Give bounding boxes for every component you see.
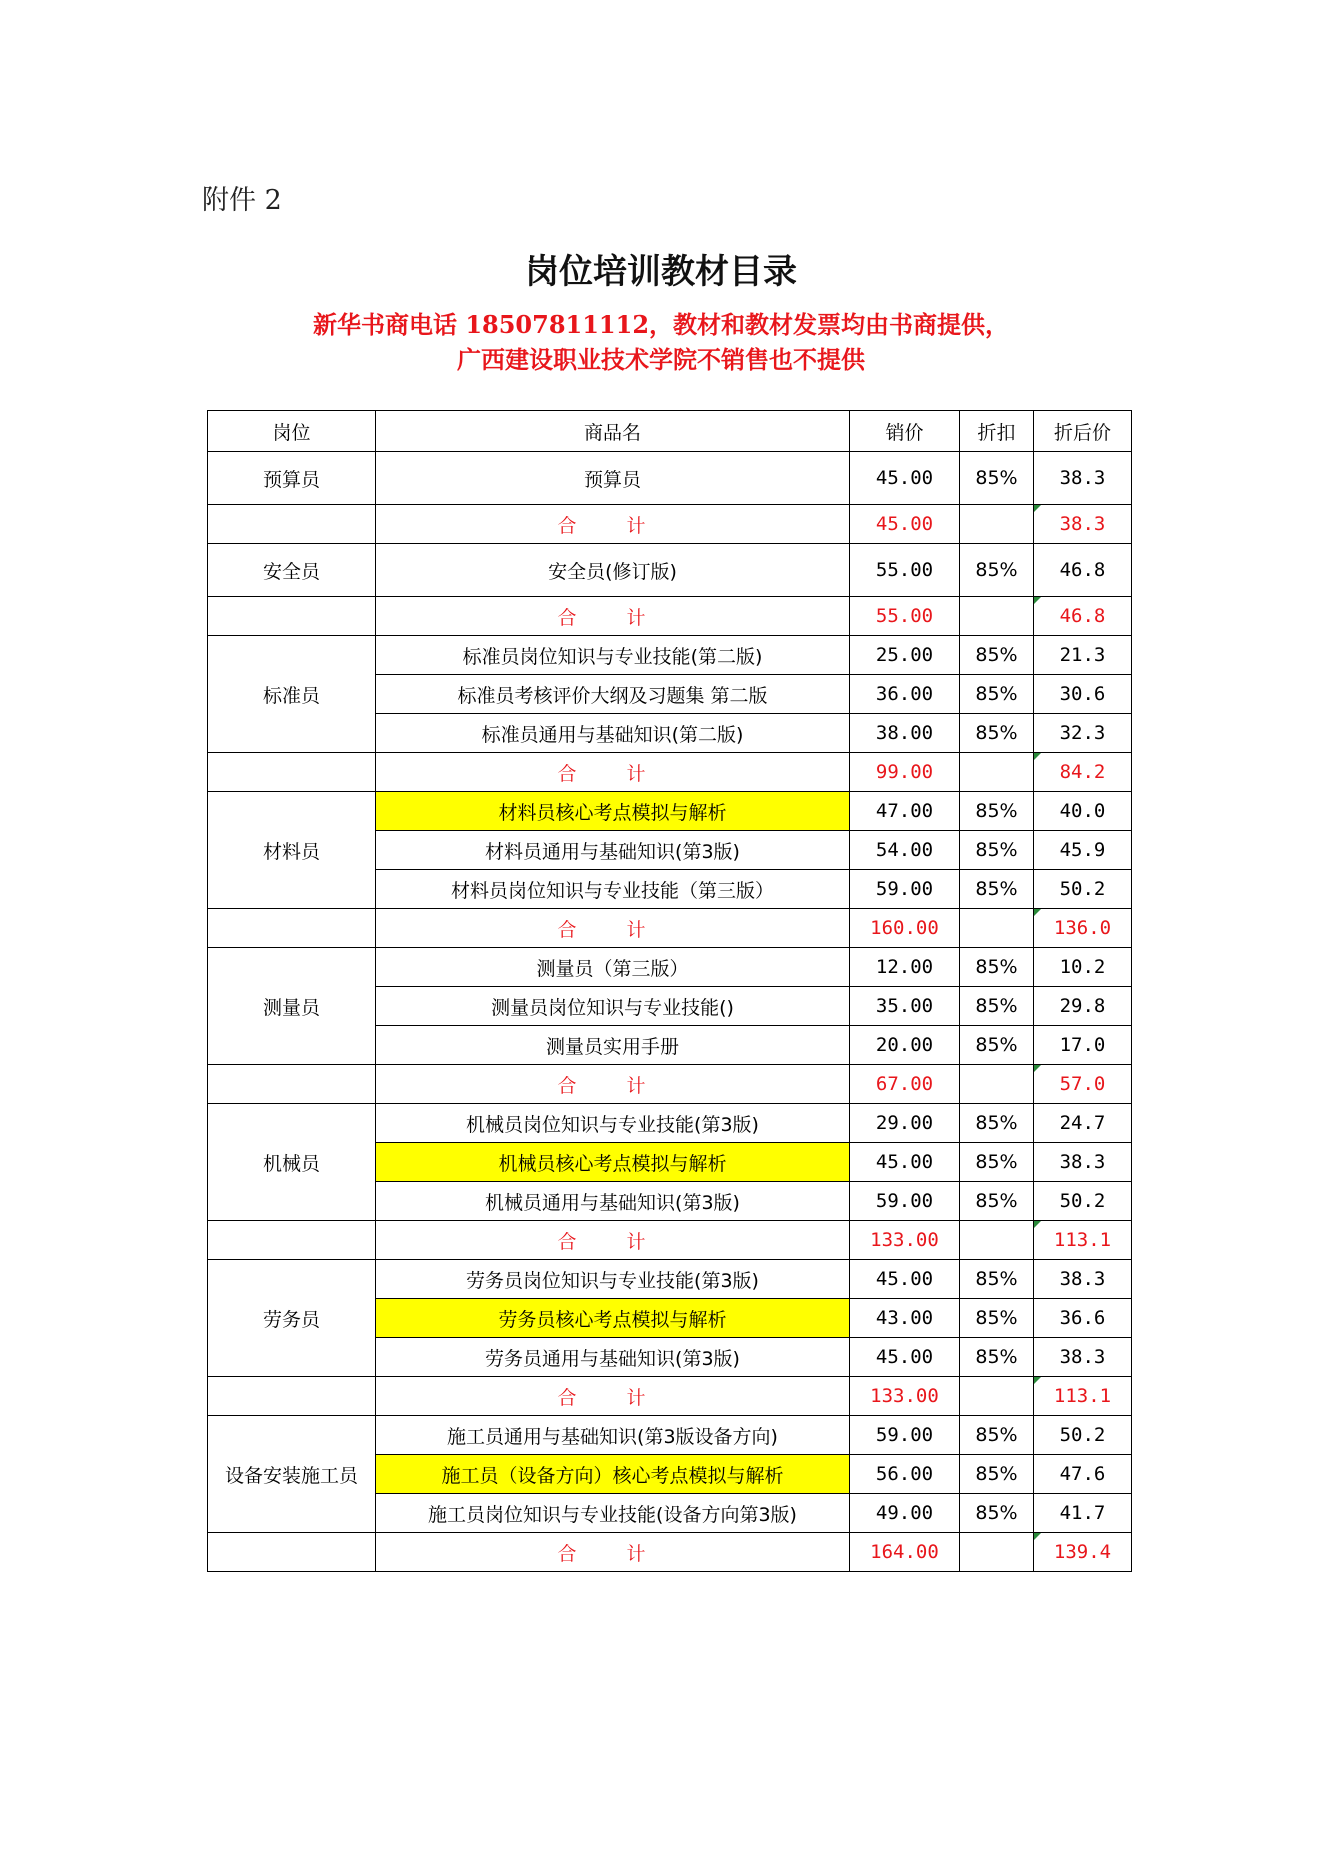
subtotal-net-price: 113.1 <box>1034 1221 1132 1260</box>
price-cell: 59.00 <box>850 1416 960 1455</box>
subtotal-label: 合 计 <box>376 1533 850 1572</box>
discount-cell: 85% <box>960 714 1034 753</box>
product-name-cell: 劳务员核心考点模拟与解析 <box>376 1299 850 1338</box>
product-name-cell: 施工员岗位知识与专业技能(设备方向第3版) <box>376 1494 850 1533</box>
net-price-cell: 40.0 <box>1034 792 1132 831</box>
discount-cell: 85% <box>960 870 1034 909</box>
discount-cell: 85% <box>960 1455 1034 1494</box>
subtotal-row <box>208 1533 1132 1572</box>
position-cell: 测量员 <box>208 948 376 1065</box>
discount-cell: 85% <box>960 452 1034 505</box>
subtotal-label: 合 计 <box>376 597 850 636</box>
net-price-cell: 46.8 <box>1034 544 1132 597</box>
product-name-cell: 安全员(修订版) <box>376 544 850 597</box>
notice-line-2: 广西建设职业技术学院不销售也不提供 <box>457 345 865 374</box>
price-cell: 45.00 <box>850 1260 960 1299</box>
subtotal-label: 合 计 <box>376 909 850 948</box>
product-name-cell: 劳务员岗位知识与专业技能(第3版) <box>376 1260 850 1299</box>
subtotal-label: 合 计 <box>376 1065 850 1104</box>
subtotal-net-price: 113.1 <box>1034 1377 1132 1416</box>
subtotal-blank-cell <box>208 1377 376 1416</box>
price-cell: 43.00 <box>850 1299 960 1338</box>
subtotal-discount-cell <box>960 1533 1034 1572</box>
product-name-cell: 机械员核心考点模拟与解析 <box>376 1143 850 1182</box>
subtotal-price: 99.00 <box>850 753 960 792</box>
discount-cell: 85% <box>960 675 1034 714</box>
discount-cell: 85% <box>960 987 1034 1026</box>
price-cell: 12.00 <box>850 948 960 987</box>
subtotal-blank-cell <box>208 753 376 792</box>
subtotal-blank-cell <box>208 909 376 948</box>
subtotal-row <box>208 1221 1132 1260</box>
net-price-cell: 38.3 <box>1034 452 1132 505</box>
price-cell: 47.00 <box>850 792 960 831</box>
discount-cell: 85% <box>960 1104 1034 1143</box>
discount-cell: 85% <box>960 1026 1034 1065</box>
notice-line-1: 新华书商电话 18507811112，教材和教材发票均由书商提供， <box>312 310 1010 339</box>
table-row <box>208 636 1132 675</box>
attachment-label: 附件 2 <box>202 185 282 216</box>
price-cell: 45.00 <box>850 452 960 505</box>
subtotal-row <box>208 597 1132 636</box>
net-price-cell: 50.2 <box>1034 870 1132 909</box>
net-price-cell: 17.0 <box>1034 1026 1132 1065</box>
product-name-cell: 施工员通用与基础知识(第3版设备方向) <box>376 1416 850 1455</box>
price-cell: 20.00 <box>850 1026 960 1065</box>
net-price-cell: 47.6 <box>1034 1455 1132 1494</box>
table-body <box>208 452 1132 1572</box>
subtotal-row <box>208 505 1132 544</box>
product-name-cell: 预算员 <box>376 452 850 505</box>
table-row <box>208 948 1132 987</box>
price-cell: 25.00 <box>850 636 960 675</box>
discount-cell: 85% <box>960 831 1034 870</box>
net-price-cell: 45.9 <box>1034 831 1132 870</box>
subtotal-row <box>208 753 1132 792</box>
subtotal-price: 55.00 <box>850 597 960 636</box>
subtotal-label: 合 计 <box>376 753 850 792</box>
price-cell: 36.00 <box>850 675 960 714</box>
position-cell: 标准员 <box>208 636 376 753</box>
position-cell: 安全员 <box>208 544 376 597</box>
product-name-cell: 测量员（第三版） <box>376 948 850 987</box>
subtotal-discount-cell <box>960 1377 1034 1416</box>
subtotal-net-price: 84.2 <box>1034 753 1132 792</box>
discount-cell: 85% <box>960 1143 1034 1182</box>
subtotal-net-price: 46.8 <box>1034 597 1132 636</box>
header-discount: 折扣 <box>960 411 1034 452</box>
price-cell: 45.00 <box>850 1143 960 1182</box>
net-price-cell: 41.7 <box>1034 1494 1132 1533</box>
product-name-cell: 施工员（设备方向）核心考点模拟与解析 <box>376 1455 850 1494</box>
price-cell: 49.00 <box>850 1494 960 1533</box>
page-title: 岗位培训教材目录 <box>525 252 797 292</box>
table-row <box>208 792 1132 831</box>
discount-cell: 85% <box>960 1416 1034 1455</box>
subtotal-blank-cell <box>208 505 376 544</box>
product-name-cell: 材料员核心考点模拟与解析 <box>376 792 850 831</box>
product-name-cell: 测量员实用手册 <box>376 1026 850 1065</box>
subtotal-price: 67.00 <box>850 1065 960 1104</box>
net-price-cell: 38.3 <box>1034 1260 1132 1299</box>
subtotal-net-price: 38.3 <box>1034 505 1132 544</box>
subtotal-discount-cell <box>960 505 1034 544</box>
subtotal-price: 45.00 <box>850 505 960 544</box>
net-price-cell: 30.6 <box>1034 675 1132 714</box>
net-price-cell: 50.2 <box>1034 1182 1132 1221</box>
price-cell: 54.00 <box>850 831 960 870</box>
subtotal-row <box>208 909 1132 948</box>
discount-cell: 85% <box>960 1299 1034 1338</box>
discount-cell: 85% <box>960 544 1034 597</box>
price-cell: 55.00 <box>850 544 960 597</box>
net-price-cell: 29.8 <box>1034 987 1132 1026</box>
header-net-price: 折后价 <box>1034 411 1132 452</box>
header-price: 销价 <box>850 411 960 452</box>
price-cell: 59.00 <box>850 870 960 909</box>
product-name-cell: 机械员岗位知识与专业技能(第3版) <box>376 1104 850 1143</box>
price-cell: 29.00 <box>850 1104 960 1143</box>
net-price-cell: 36.6 <box>1034 1299 1132 1338</box>
discount-cell: 85% <box>960 1260 1034 1299</box>
subtotal-label: 合 计 <box>376 505 850 544</box>
subtotal-blank-cell <box>208 597 376 636</box>
subtotal-blank-cell <box>208 1533 376 1572</box>
subtotal-net-price: 139.4 <box>1034 1533 1132 1572</box>
product-name-cell: 劳务员通用与基础知识(第3版) <box>376 1338 850 1377</box>
net-price-cell: 24.7 <box>1034 1104 1132 1143</box>
net-price-cell: 50.2 <box>1034 1416 1132 1455</box>
subtotal-discount-cell <box>960 1065 1034 1104</box>
position-cell: 机械员 <box>208 1104 376 1221</box>
table-row <box>208 1260 1132 1299</box>
discount-cell: 85% <box>960 1338 1034 1377</box>
discount-cell: 85% <box>960 1494 1034 1533</box>
table-row <box>208 452 1132 505</box>
subtotal-discount-cell <box>960 909 1034 948</box>
product-name-cell: 机械员通用与基础知识(第3版) <box>376 1182 850 1221</box>
price-cell: 59.00 <box>850 1182 960 1221</box>
discount-cell: 85% <box>960 792 1034 831</box>
subtotal-label: 合 计 <box>376 1221 850 1260</box>
subtotal-blank-cell <box>208 1221 376 1260</box>
subtotal-net-price: 136.0 <box>1034 909 1132 948</box>
table-row <box>208 1104 1132 1143</box>
table-row <box>208 544 1132 597</box>
product-name-cell: 材料员通用与基础知识(第3版) <box>376 831 850 870</box>
subtotal-label: 合 计 <box>376 1377 850 1416</box>
product-name-cell: 标准员岗位知识与专业技能(第二版) <box>376 636 850 675</box>
net-price-cell: 38.3 <box>1034 1143 1132 1182</box>
price-cell: 45.00 <box>850 1338 960 1377</box>
subtotal-discount-cell <box>960 597 1034 636</box>
discount-cell: 85% <box>960 636 1034 675</box>
table-header-row <box>208 411 1132 452</box>
header-product: 商品名 <box>376 411 850 452</box>
net-price-cell: 10.2 <box>1034 948 1132 987</box>
table-row <box>208 1416 1132 1455</box>
price-cell: 56.00 <box>850 1455 960 1494</box>
position-cell: 劳务员 <box>208 1260 376 1377</box>
subtotal-blank-cell <box>208 1065 376 1104</box>
product-name-cell: 测量员岗位知识与专业技能() <box>376 987 850 1026</box>
subtotal-net-price: 57.0 <box>1034 1065 1132 1104</box>
subtotal-row <box>208 1377 1132 1416</box>
discount-cell: 85% <box>960 1182 1034 1221</box>
price-cell: 35.00 <box>850 987 960 1026</box>
subtotal-price: 160.00 <box>850 909 960 948</box>
subtotal-discount-cell <box>960 753 1034 792</box>
product-name-cell: 材料员岗位知识与专业技能（第三版） <box>376 870 850 909</box>
net-price-cell: 32.3 <box>1034 714 1132 753</box>
subtotal-row <box>208 1065 1132 1104</box>
subtotal-discount-cell <box>960 1221 1034 1260</box>
discount-cell: 85% <box>960 948 1034 987</box>
net-price-cell: 21.3 <box>1034 636 1132 675</box>
subtotal-price: 133.00 <box>850 1377 960 1416</box>
position-cell: 预算员 <box>208 452 376 505</box>
price-cell: 38.00 <box>850 714 960 753</box>
subtotal-price: 164.00 <box>850 1533 960 1572</box>
product-name-cell: 标准员考核评价大纲及习题集 第二版 <box>376 675 850 714</box>
net-price-cell: 38.3 <box>1034 1338 1132 1377</box>
textbook-catalog-table <box>207 410 1132 1572</box>
subtotal-price: 133.00 <box>850 1221 960 1260</box>
product-name-cell: 标准员通用与基础知识(第二版) <box>376 714 850 753</box>
position-cell: 材料员 <box>208 792 376 909</box>
position-cell: 设备安装施工员 <box>208 1416 376 1533</box>
header-position: 岗位 <box>208 411 376 452</box>
